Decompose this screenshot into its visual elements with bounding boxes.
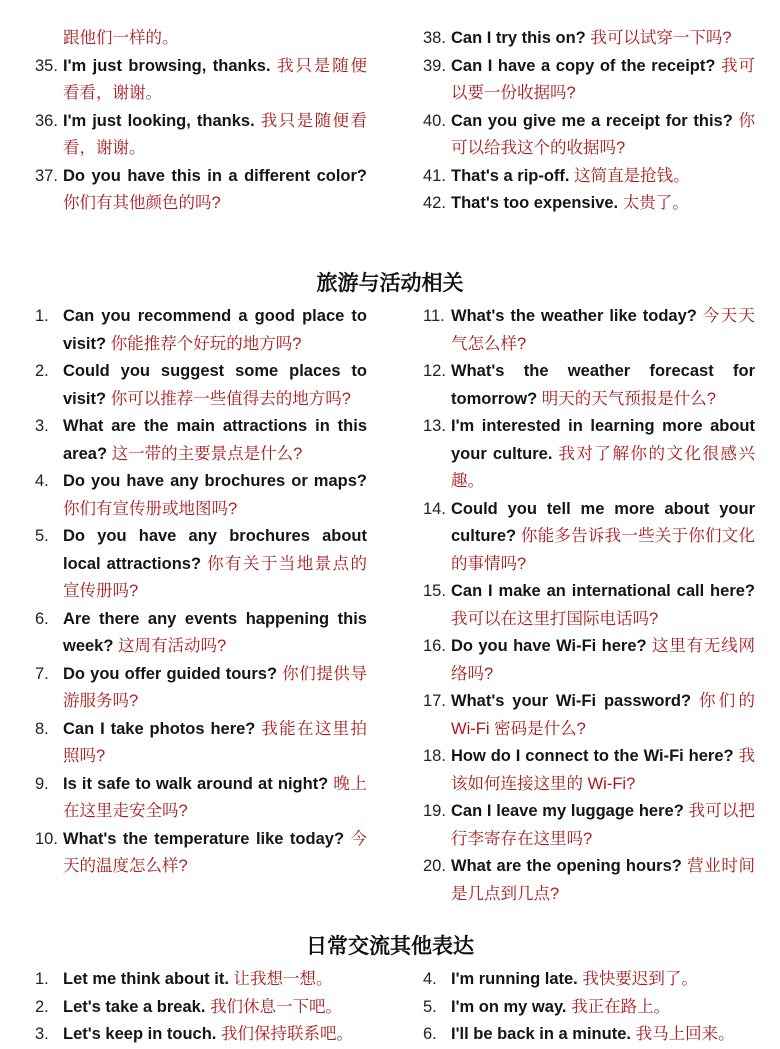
phrase-item <box>423 1021 755 1049</box>
phrase-text <box>451 743 755 798</box>
phrase-item <box>35 413 367 468</box>
phrase-number: 4. <box>35 472 49 490</box>
phrase-item <box>35 1021 367 1049</box>
english-phrase: How do I connect to the Wi-Fi here? <box>451 747 734 765</box>
english-phrase: Let's take a break. <box>63 997 206 1016</box>
phrase-item <box>423 966 755 994</box>
phrase-item <box>423 303 755 358</box>
phrase-number <box>35 25 63 53</box>
english-phrase: Can you recommend a good place to visit? <box>63 307 367 353</box>
chinese-translation: 我只是随便看看，谢谢。 <box>63 111 367 157</box>
english-phrase: Is it safe to walk around at night? <box>63 774 329 793</box>
phrase-text <box>63 303 367 358</box>
phrase-number: 20. <box>423 857 446 875</box>
chinese-translation: 我可以试穿一下吗? <box>590 29 732 47</box>
left-column <box>35 25 367 218</box>
english-phrase: Could you tell me more about your culture? <box>451 499 755 545</box>
chinese-translation: 你们有其他颜色的吗? <box>63 194 221 212</box>
english-phrase: What are the main attractions in this area? <box>63 417 367 463</box>
phrase-text <box>451 303 755 358</box>
phrase-text <box>451 496 755 579</box>
phrase-number: 18. <box>423 747 446 765</box>
phrase-item <box>423 53 755 108</box>
english-phrase: What's the weather like today? <box>451 307 697 325</box>
chinese-translation: 这简直是抢钱。 <box>574 166 690 185</box>
phrase-text <box>451 25 755 53</box>
phrase-number: 3. <box>35 417 49 435</box>
chinese-translation: 我可以在这里打国际电话吗? <box>451 609 659 628</box>
phrase-item <box>35 108 367 163</box>
phrase-text <box>63 994 367 1022</box>
chinese-translation: 营业时间是几点到几点? <box>451 857 755 903</box>
chinese-translation: 我们保持联系吧。 <box>220 1025 353 1043</box>
english-phrase: Do you have any brochures about local attractions? <box>63 527 367 573</box>
phrase-item <box>423 688 755 743</box>
chinese-translation: 今天天气怎么样? <box>451 307 755 353</box>
phrase-item <box>35 826 367 881</box>
left-column <box>35 966 367 1049</box>
right-column <box>423 966 755 1049</box>
english-phrase: What's the temperature like today? <box>63 829 345 848</box>
english-phrase: Are there any events happening this week? <box>63 609 367 655</box>
english-phrase: I'm just browsing, thanks. <box>63 56 271 75</box>
phrase-text <box>63 163 367 218</box>
chinese-translation: 我对了解你的文化很感兴趣。 <box>451 444 756 490</box>
phrase-text <box>451 1021 755 1049</box>
english-phrase: Can I make an international call here? <box>451 582 755 600</box>
phrase-number: 6. <box>35 609 49 628</box>
phrase-item <box>423 496 755 579</box>
phrase-text <box>451 688 755 743</box>
english-phrase: I'm on my way. <box>451 997 567 1016</box>
english-phrase: Can I have a copy of the receipt? <box>451 56 716 75</box>
phrase-number: 12. <box>423 362 446 380</box>
phrase-text <box>451 190 755 218</box>
phrase-item <box>423 25 755 53</box>
english-phrase: That's too expensive. <box>451 194 619 212</box>
phrase-text <box>63 468 367 523</box>
chinese-translation: 我正在路上。 <box>571 997 671 1016</box>
phrase-item <box>423 853 755 908</box>
phrase-item <box>35 53 367 108</box>
chinese-translation: 你们有宣传册或地图吗? <box>63 499 238 518</box>
phrase-item <box>35 966 367 994</box>
phrase-item <box>423 163 755 191</box>
chinese-translation: 我该如何连接这里的 Wi-Fi? <box>451 747 755 793</box>
phrase-number: 37. <box>35 166 58 185</box>
phrase-text <box>63 1021 367 1049</box>
chinese-translation: 你们的 Wi-Fi 密码是什么? <box>451 692 756 738</box>
chinese-translation: 我可以把行李寄存在这里吗? <box>451 802 755 848</box>
chinese-translation: 晚上在这里走安全吗? <box>63 774 367 820</box>
chinese-translation: 跟他们一样的。 <box>63 29 179 47</box>
english-phrase: Do you have any brochures or maps? <box>63 472 367 490</box>
phrase-number: 2. <box>35 997 49 1016</box>
english-phrase: What's the weather forecast for tomorrow? <box>451 362 755 408</box>
chinese-translation: 太贵了。 <box>622 194 689 212</box>
right-column <box>423 303 755 908</box>
phrase-text <box>451 633 755 688</box>
chinese-translation: 明天的天气预报是什么? <box>541 389 716 408</box>
phrase-text <box>63 108 367 163</box>
phrase-number: 3. <box>35 1025 49 1043</box>
phrase-number: 1. <box>35 307 49 325</box>
phrase-number: 16. <box>423 637 446 655</box>
english-phrase: Do you offer guided tours? <box>63 664 278 683</box>
phrase-text <box>63 826 367 881</box>
english-phrase: What are the opening hours? <box>451 857 682 875</box>
phrase-item <box>35 303 367 358</box>
english-phrase: Do you have this in a different color? <box>63 166 367 185</box>
phrase-item <box>35 661 367 716</box>
phrase-number: 6. <box>423 1025 437 1043</box>
phrase-text <box>63 358 367 413</box>
phrase-item <box>423 578 755 633</box>
right-column <box>423 25 755 218</box>
english-phrase: What's your Wi-Fi password? <box>451 692 692 710</box>
phrase-text <box>451 798 755 853</box>
phrase-item <box>423 633 755 688</box>
chinese-translation: 这一带的主要景点是什么? <box>111 444 303 463</box>
chinese-translation: 我们休息一下吧。 <box>210 997 343 1016</box>
phrase-number: 1. <box>35 970 49 988</box>
phrase-text <box>451 358 755 413</box>
english-phrase: Can I take photos here? <box>63 719 256 738</box>
english-phrase: That's a rip-off. <box>451 166 570 185</box>
phrase-item <box>35 994 367 1022</box>
phrase-number: 35. <box>35 56 58 75</box>
chinese-translation: 你可以给我这个的收据吗? <box>451 111 755 157</box>
phrase-text <box>451 578 755 633</box>
phrase-item <box>35 716 367 771</box>
english-phrase: Can you give me a receipt for this? <box>451 111 733 130</box>
chinese-translation: 我能在这里拍照吗? <box>63 719 367 765</box>
phrase-item <box>423 190 755 218</box>
phrase-number: 13. <box>423 417 446 435</box>
english-phrase: Could you suggest some places to visit? <box>63 362 367 408</box>
phrase-item <box>423 743 755 798</box>
phrase-text <box>63 966 367 994</box>
phrase-number: 14. <box>423 499 446 518</box>
phrase-number: 10. <box>35 829 58 848</box>
phrase-number: 19. <box>423 802 446 820</box>
phrase-text <box>63 523 367 606</box>
phrase-text <box>451 413 755 496</box>
english-phrase: Can I try this on? <box>451 29 586 47</box>
phrase-text <box>63 606 367 661</box>
chinese-translation: 你有关于当地景点的宣传册吗? <box>63 554 367 600</box>
phrase-number: 5. <box>35 527 49 545</box>
phrase-number: 15. <box>423 582 446 600</box>
travel-section-heading: 旅游与活动相关 <box>316 272 464 295</box>
phrase-text <box>451 853 755 908</box>
left-column <box>35 303 367 881</box>
phrase-text <box>451 994 755 1022</box>
chinese-translation: 今天的温度怎么样? <box>63 829 367 875</box>
chinese-translation: 这周有活动吗? <box>118 637 227 655</box>
english-phrase: I'll be back in a minute. <box>451 1025 631 1043</box>
phrase-item <box>35 606 367 661</box>
phrase-item <box>423 413 755 496</box>
phrase-number: 5. <box>423 997 437 1016</box>
english-phrase: I'm interested in learning more about your culture. <box>451 417 755 463</box>
phrase-item <box>423 358 755 413</box>
chinese-translation: 你可以推荐一些值得去的地方吗? <box>110 389 351 408</box>
phrase-text <box>451 108 755 163</box>
english-phrase: Let's keep in touch. <box>63 1025 217 1043</box>
phrase-number: 9. <box>35 774 49 793</box>
english-phrase: Do you have Wi-Fi here? <box>451 637 647 655</box>
phrase-item <box>35 25 367 53</box>
chinese-translation: 你能多告诉我一些关于你们文化的事情吗? <box>451 527 755 573</box>
english-phrase: Let me think about it. <box>63 970 229 988</box>
phrase-text <box>63 771 367 826</box>
chinese-translation: 我可以要一份收据吗? <box>451 56 756 102</box>
phrase-number: 42. <box>423 194 446 212</box>
phrase-item <box>35 358 367 413</box>
phrase-number: 17. <box>423 692 446 710</box>
phrase-text <box>451 966 755 994</box>
chinese-translation: 你能推荐个好玩的地方吗? <box>110 334 302 353</box>
phrase-item <box>423 994 755 1022</box>
chinese-translation: 我马上回来。 <box>635 1025 735 1043</box>
phrase-item <box>35 771 367 826</box>
daily-section-heading: 日常交流其他表达 <box>306 935 474 958</box>
phrase-number: 4. <box>423 970 437 988</box>
phrase-text <box>63 413 367 468</box>
chinese-translation: 我只是随便看看，谢谢。 <box>63 56 368 102</box>
phrase-text <box>63 716 367 771</box>
chinese-translation: 让我想一想。 <box>233 970 333 988</box>
phrase-text <box>63 53 367 108</box>
phrase-item <box>35 523 367 606</box>
phrase-text <box>63 661 367 716</box>
phrase-number: 41. <box>423 166 446 185</box>
english-phrase: I'm just looking, thanks. <box>63 111 255 130</box>
phrase-number: 36. <box>35 111 58 130</box>
phrase-item <box>423 798 755 853</box>
chinese-translation: 我快要迟到了。 <box>582 970 698 988</box>
english-phrase: Can I leave my luggage here? <box>451 802 684 820</box>
phrase-text <box>451 163 755 191</box>
phrase-text <box>451 53 755 108</box>
phrase-number: 11. <box>423 307 445 325</box>
phrase-text <box>63 25 367 53</box>
chinese-translation: 你们提供导游服务吗? <box>63 664 367 710</box>
phrase-number: 40. <box>423 111 446 130</box>
english-phrase: I'm running late. <box>451 970 578 988</box>
phrase-number: 38. <box>423 29 446 47</box>
phrase-item <box>35 468 367 523</box>
phrase-number: 8. <box>35 719 49 738</box>
phrase-number: 39. <box>423 56 446 75</box>
phrase-number: 2. <box>35 362 49 380</box>
phrase-number: 7. <box>35 664 49 683</box>
chinese-translation: 这里有无线网络吗? <box>451 637 755 683</box>
phrase-item <box>423 108 755 163</box>
phrase-item <box>35 163 367 218</box>
